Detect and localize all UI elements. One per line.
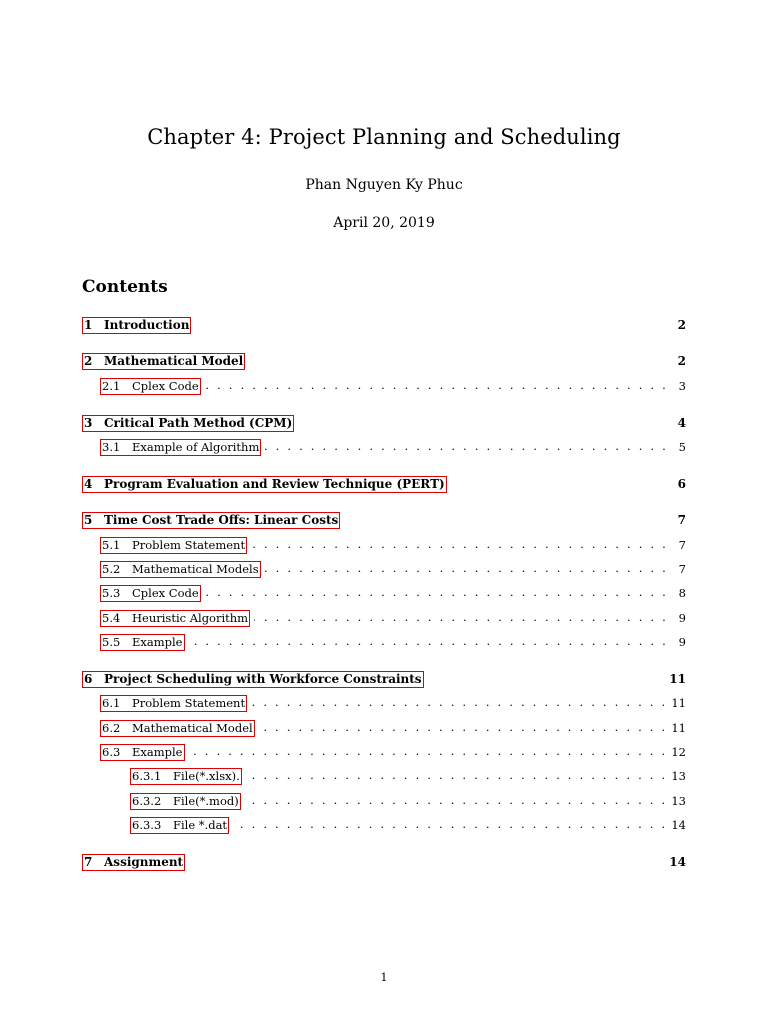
toc-entry-link[interactable]: [130, 793, 241, 810]
toc-entry-number: 5.1: [102, 537, 121, 552]
toc-dot-leader: [189, 745, 668, 759]
toc-entry-number: 5.4: [102, 610, 121, 625]
toc-entry-title: Program Evaluation and Review Technique (PERT): [104, 476, 445, 491]
toc-entry-title: Cplex Code: [132, 378, 199, 393]
toc-entry: [82, 414, 686, 432]
toc-entry-number: 2.1: [102, 378, 121, 393]
toc-entry-title: Problem Statement: [132, 537, 246, 552]
toc-entry-number: 2: [84, 353, 93, 368]
toc-entry-page: 4: [677, 416, 686, 430]
toc-dot-leader: [189, 635, 669, 649]
toc-dot-leader: [195, 318, 668, 332]
toc-entry-number: 4: [84, 476, 93, 491]
toc-dot-leader: [251, 696, 667, 710]
toc-entry-link[interactable]: [100, 634, 185, 651]
toc-entry-link[interactable]: [100, 439, 261, 456]
toc-entry-title: Time Cost Trade Offs: Linear Costs: [104, 512, 339, 527]
toc-entry: [100, 438, 686, 456]
toc-entry-page: 9: [678, 635, 686, 649]
toc-entry-title: Mathematical Models: [132, 561, 259, 576]
toc-dot-leader: [205, 586, 668, 600]
toc-entry-page: 7: [678, 538, 686, 552]
toc-entry: [82, 475, 686, 493]
toc-entry-title: Heuristic Algorithm: [132, 610, 249, 625]
toc-entry-title: Introduction: [104, 317, 190, 332]
toc-entry-link[interactable]: [100, 610, 250, 627]
toc-entry: [82, 670, 686, 688]
toc-entry-link[interactable]: [82, 476, 447, 493]
toc-entry-number: 6.2: [102, 720, 121, 735]
toc-entry: [100, 560, 686, 578]
toc-entry-number: 1: [84, 317, 93, 332]
toc-dot-leader: [344, 513, 668, 527]
toc-dot-leader: [251, 538, 668, 552]
toc-entry-title: File(*.mod): [173, 793, 239, 808]
toc-dot-leader: [246, 769, 668, 783]
toc-entry: [130, 792, 686, 810]
toc-entry-title: Example: [132, 634, 183, 649]
toc-entry-page: 2: [677, 318, 686, 332]
toc-entry-link[interactable]: [100, 537, 247, 554]
toc-entry-number: 6: [84, 671, 93, 686]
document-author: Phan Nguyen Ky Phuc: [305, 177, 463, 193]
contents-heading: Contents: [82, 277, 168, 297]
toc-entry-title: Mathematical Model: [104, 353, 244, 368]
toc-entry-page: 8: [678, 586, 686, 600]
toc-entry-title: Mathematical Model: [132, 720, 253, 735]
toc-entry-link[interactable]: [130, 768, 242, 785]
toc-dot-leader: [254, 611, 668, 625]
toc-entry-title: File(*.xlsx).: [173, 768, 240, 783]
toc-entry-title: Assignment: [104, 854, 184, 869]
toc-dot-leader: [189, 855, 665, 869]
toc-entry-number: 6.1: [102, 695, 121, 710]
toc-entry-page: 3: [678, 379, 686, 393]
toc-entry-link[interactable]: [82, 415, 294, 432]
toc-entry-page: 13: [671, 769, 686, 783]
toc-entry-link[interactable]: [82, 854, 185, 871]
toc-entry-page: 14: [671, 818, 686, 832]
toc-entry-title: File *.dat: [173, 817, 228, 832]
toc-entry-link[interactable]: [82, 317, 191, 334]
toc-entry: [82, 853, 686, 871]
toc-entry-number: 6.3.2: [132, 793, 162, 808]
toc-entry-page: 14: [669, 855, 686, 869]
toc-entry-page: 7: [677, 513, 686, 527]
toc-entry-title: Example of Algorithm: [132, 439, 260, 454]
toc-entry-link[interactable]: [82, 353, 245, 370]
toc-entry-title: Problem Statement: [132, 695, 246, 710]
toc-entry-number: 5.2: [102, 561, 121, 576]
toc-entry-number: 5: [84, 512, 93, 527]
document-date: April 20, 2019: [333, 215, 435, 231]
toc-entry-page: 5: [678, 440, 686, 454]
toc-entry: [100, 633, 686, 651]
toc-entry-number: 6.3: [102, 744, 121, 759]
toc-entry: [82, 511, 686, 529]
toc-entry-page: 11: [671, 721, 686, 735]
toc-entry-page: 13: [671, 794, 686, 808]
toc-entry: [100, 609, 686, 627]
toc-entry-page: 2: [677, 354, 686, 368]
toc-dot-leader: [205, 379, 668, 393]
toc-entry-page: 7: [678, 562, 686, 576]
toc-dot-leader: [265, 440, 668, 454]
toc-dot-leader: [245, 794, 668, 808]
toc-dot-leader: [259, 721, 668, 735]
toc-dot-leader: [428, 672, 666, 686]
toc-entry-link[interactable]: [100, 720, 255, 737]
toc-entry-number: 6.3.1: [132, 768, 162, 783]
toc-entry: [100, 584, 686, 602]
toc-entry: [100, 694, 686, 712]
toc-entry-page: 6: [677, 477, 686, 491]
toc-entry-title: Critical Path Method (CPM): [104, 415, 293, 430]
toc-entry-link[interactable]: [100, 585, 201, 602]
toc-entry: [82, 352, 686, 370]
toc-entry-link[interactable]: [82, 671, 424, 688]
toc-entry: [130, 767, 686, 785]
toc-entry: [100, 719, 686, 737]
toc-entry: [100, 377, 686, 395]
toc-entry-title: Cplex Code: [132, 585, 199, 600]
toc-entry-page: 11: [669, 672, 686, 686]
toc-entry-link[interactable]: [82, 512, 340, 529]
toc-entry-link[interactable]: [130, 817, 229, 834]
toc-entry-number: 7: [84, 854, 93, 869]
toc-dot-leader: [265, 562, 668, 576]
page-number: 1: [380, 971, 388, 984]
toc-dot-leader: [249, 354, 668, 368]
toc-entry-link[interactable]: [100, 378, 201, 395]
toc-entry-page: 9: [678, 611, 686, 625]
toc-entry: [100, 536, 686, 554]
toc-entry-number: 5.5: [102, 634, 121, 649]
toc-entry: [82, 316, 686, 334]
toc-entry: [100, 743, 686, 761]
toc-entry-link[interactable]: [100, 744, 185, 761]
toc-entry-link[interactable]: [100, 561, 261, 578]
toc-dot-leader: [233, 818, 667, 832]
toc-dot-leader: [451, 477, 668, 491]
toc-dot-leader: [298, 416, 668, 430]
toc-entry-number: 3: [84, 415, 93, 430]
toc-entry-number: 3.1: [102, 439, 121, 454]
toc-entry-number: 5.3: [102, 585, 121, 600]
toc-entry: [130, 816, 686, 834]
toc-entry-page: 11: [671, 696, 686, 710]
toc-entry-title: Project Scheduling with Workforce Constraints: [104, 671, 422, 686]
document-title: Chapter 4: Project Planning and Scheduling: [147, 125, 621, 149]
toc-entry-link[interactable]: [100, 695, 247, 712]
toc-entry-title: Example: [132, 744, 183, 759]
toc-entry-page: 12: [671, 745, 686, 759]
toc-entry-number: 6.3.3: [132, 817, 162, 832]
